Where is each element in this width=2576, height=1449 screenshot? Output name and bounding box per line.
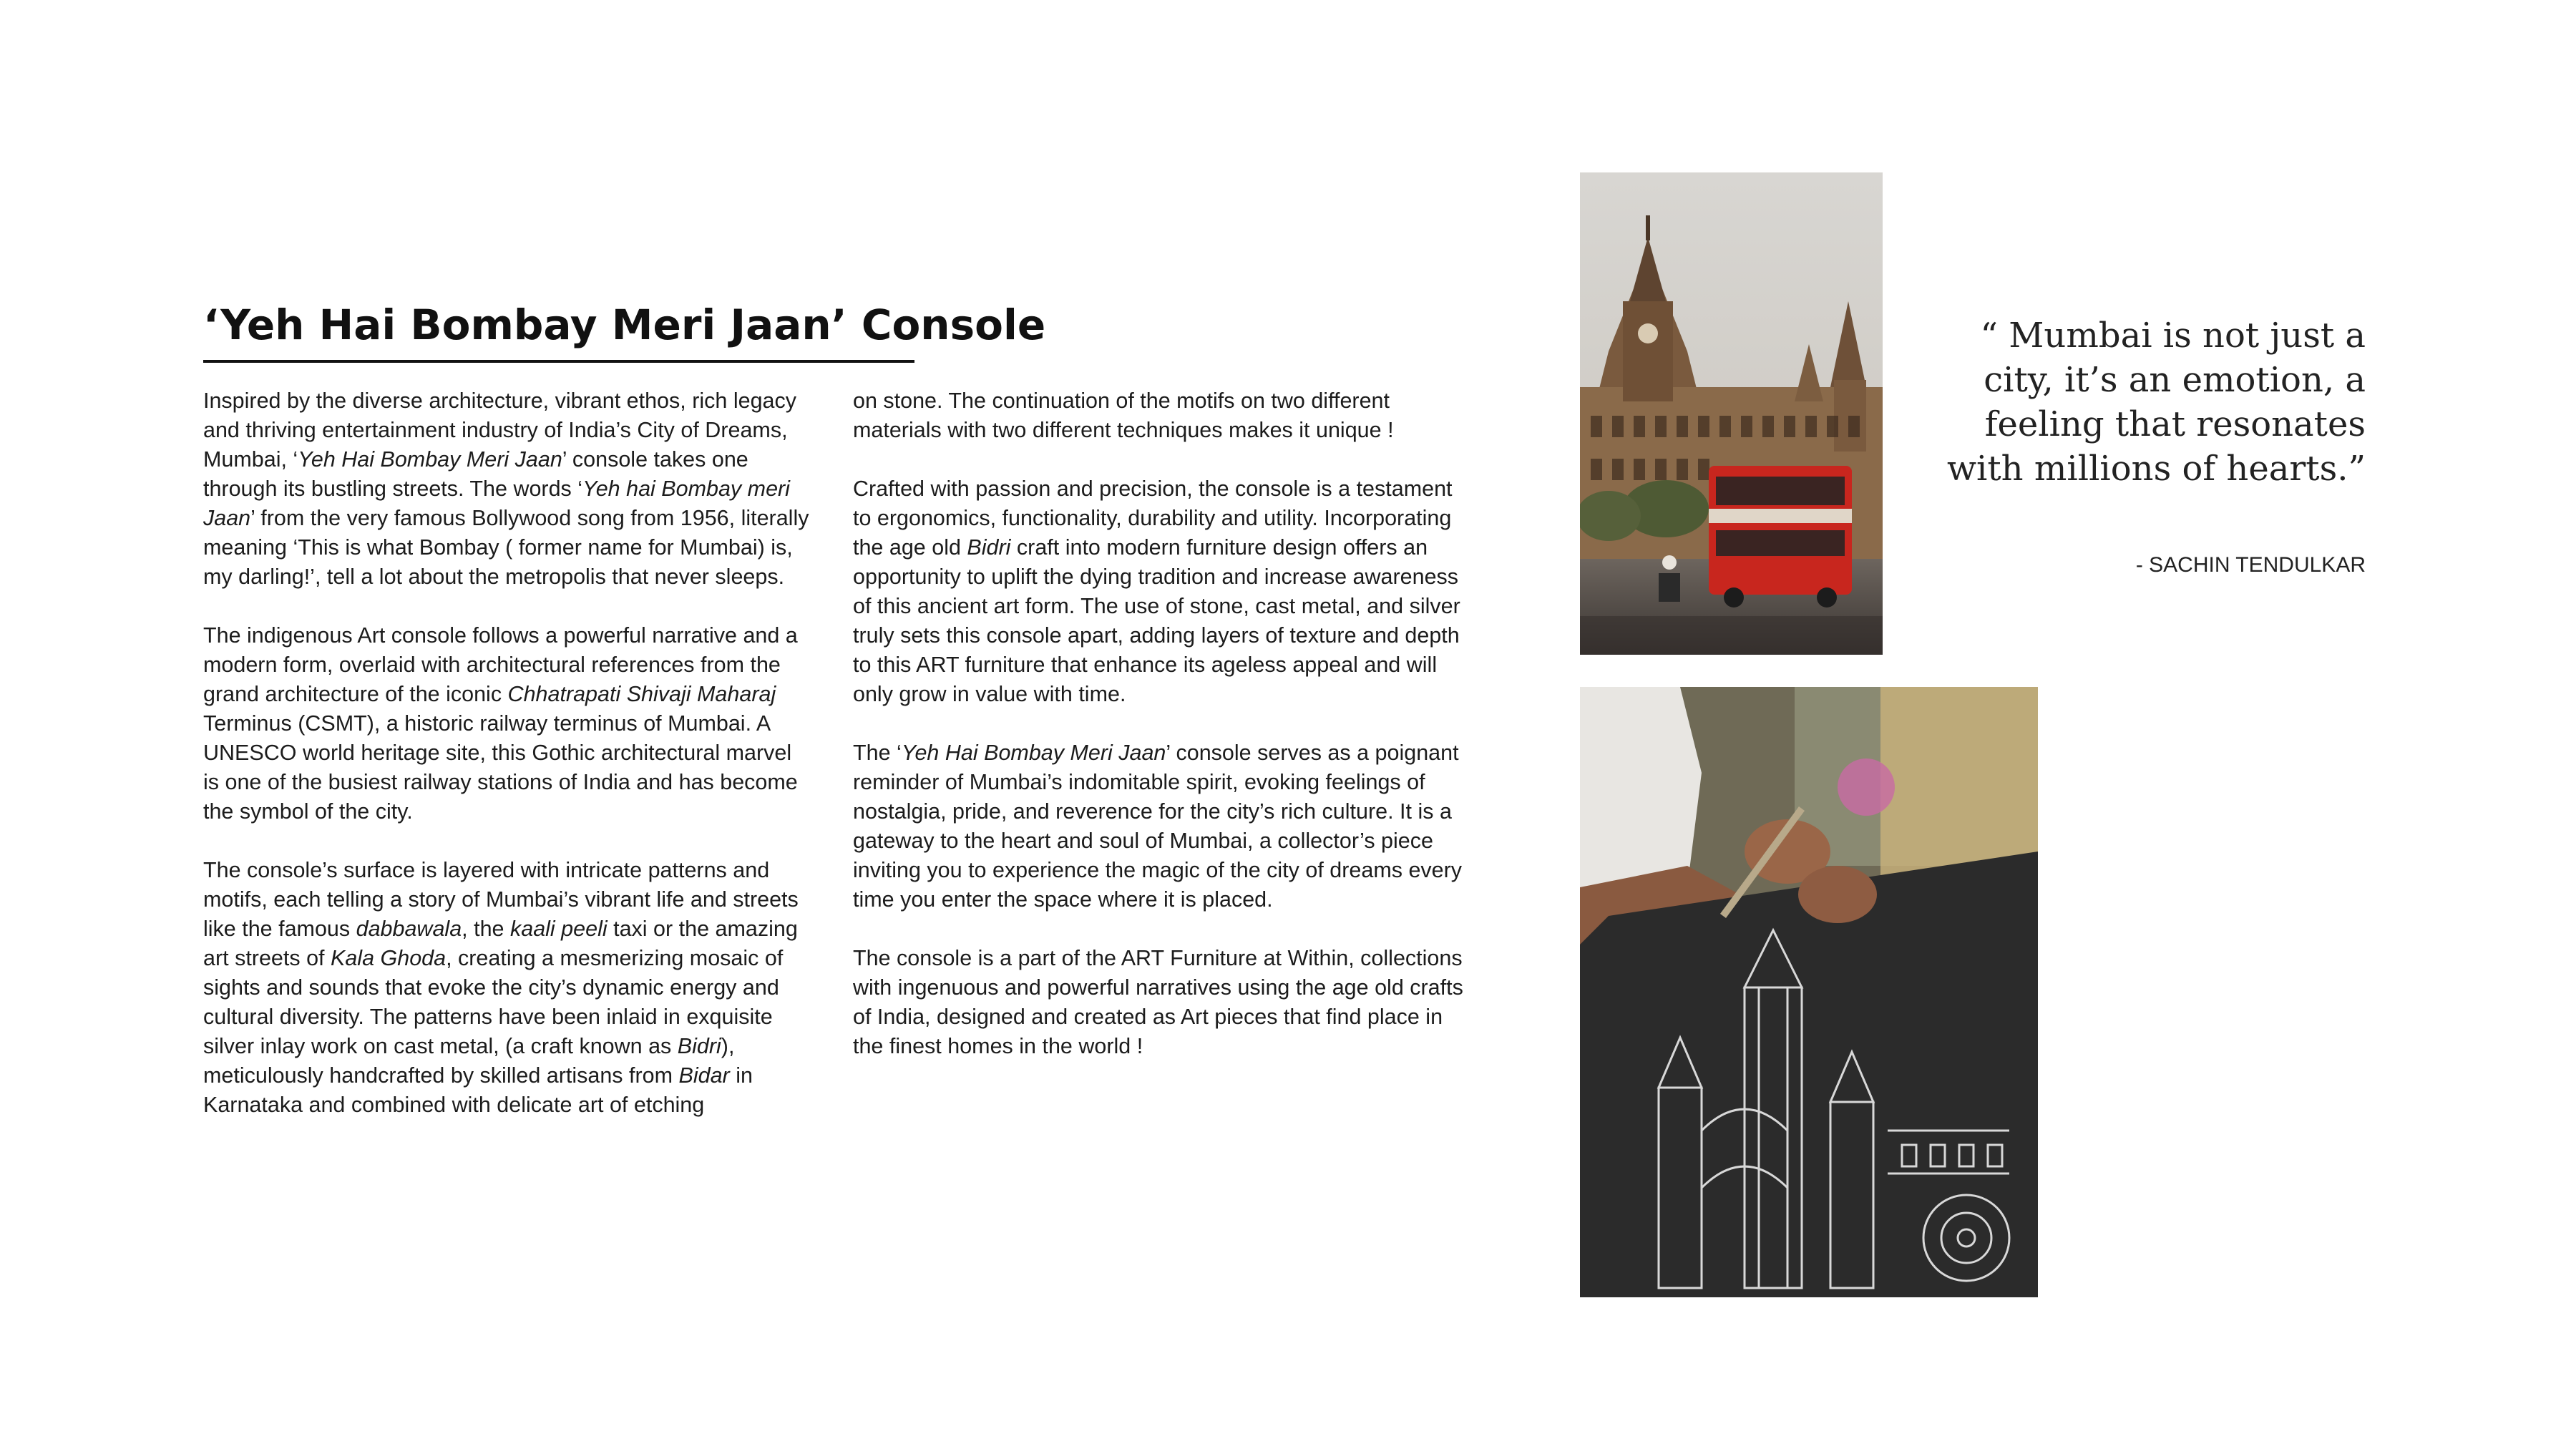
paragraph [853,386,1468,445]
text-run: ’ console serves as a poignant reminder of Mumbai’s indomitable spirit, evoking feelings of nostalgia, pride, and reverence for the city’s rich culture. It is a gateway to the heart and soul of Mumbai, a collector’s piece inviting you to experience the magic of the city of dreams every time you enter the space where it is placed. [853,741,1463,912]
csmt-bus-illustration [1580,172,1883,655]
paragraph [203,386,811,592]
title-underline [203,360,914,363]
csmt-bus-photo [1580,172,1883,655]
text-run: taxi or the amazing art streets of [203,917,798,970]
italic-text-run: kaali peeli [509,917,608,941]
text-run: The console is a part of the ART Furniture at Within, collections with ingenuous and powerful narratives using the age old crafts of India, designed and created as Art pieces that find place in the finest homes in the world ! [853,946,1463,1058]
italic-text-run: Bidri [967,535,1011,560]
red-bus [1709,466,1852,608]
quote-text: “ Mumbai is not just a city, it’s an emotion, a feeling that resonates with millions of hearts.” [1946,316,2366,489]
paragraph [853,474,1468,709]
text-run: The indigenous Art console follows a powerful narrative and a modern form, overlaid with architectural references from the grand architecture of the iconic [203,623,798,706]
text-run: ’ console takes one through its bustling streets. The words ‘ [203,447,748,501]
text-run: Crafted with passion and precision, the console is a testament to ergonomics, functionality, durability and utility. Incorporating the age old [853,477,1453,560]
text-run: The ‘ [853,741,902,765]
italic-text-run: dabbawala [356,917,462,941]
italic-text-run: Yeh Hai Bombay Meri Jaan [901,741,1166,765]
artisan-inlay-illustration [1580,687,2038,1297]
text-run: ), meticulously handcrafted by skilled artisans from [203,1034,735,1088]
page-title: ‘Yeh Hai Bombay Meri Jaan’ Console [203,301,1046,349]
paragraph [203,621,811,826]
paragraph [853,944,1468,1061]
paragraph [853,738,1468,914]
quote-attribution: - SACHIN TENDULKAR [2135,553,2366,577]
italic-text-run: Bidar [678,1063,730,1088]
text-run: on stone. The continuation of the motifs on two different materials with two different techniques makes it unique ! [853,389,1394,442]
text-run: craft into modern furniture design offers an opportunity to uplift the dying tradition and increase awareness of this ancient art form. The use of stone, cast metal, and silver truly sets this console apart, adding layers of texture and depth to this ART furniture that enhance its ageless appeal and will only grow in value with time. [853,535,1460,706]
text-run: , the [462,917,510,941]
text-run: Terminus (CSMT), a historic railway terminus of Mumbai. A UNESCO world heritage site, this Gothic architectural marvel is one of the busiest railway stations of India and has become the symbol of the city. [203,711,798,824]
text-column-left [203,386,811,1149]
italic-text-run: Bidri [677,1034,721,1058]
text-run: ’ from the very famous Bollywood song from 1956, literally meaning ‘This is what Bombay ( former name for Mumbai) is, my darling!’, tell a lot about the metropolis that never sleeps. [203,506,809,589]
text-column-right [853,386,1468,1091]
text-run: in Karnataka and combined with delicate art of etching [203,1063,753,1117]
text-run: , creating a mesmerizing mosaic of sights and sounds that evoke the city’s dynamic energy and cultural diversity. The patterns have been inlaid in exquisite silver inlay work on cast metal, (a craft known as [203,946,784,1058]
italic-text-run: Yeh Hai Bombay Meri Jaan [298,447,562,472]
artisan-bidri-photo [1580,687,2038,1297]
italic-text-run: Kala Ghoda [330,946,447,970]
text-run: The console’s surface is layered with intricate patterns and motifs, each telling a story of Mumbai’s vibrant life and streets like the famous [203,858,799,941]
paragraph [203,856,811,1120]
italic-text-run: Chhatrapati Shivaji Maharaj [507,682,776,706]
italic-text-run: Yeh hai Bombay meri Jaan [203,477,790,530]
text-run: Inspired by the diverse architecture, vibrant ethos, rich legacy and thriving entertainment industry of India’s City of Dreams, Mumbai, ‘ [203,389,796,472]
